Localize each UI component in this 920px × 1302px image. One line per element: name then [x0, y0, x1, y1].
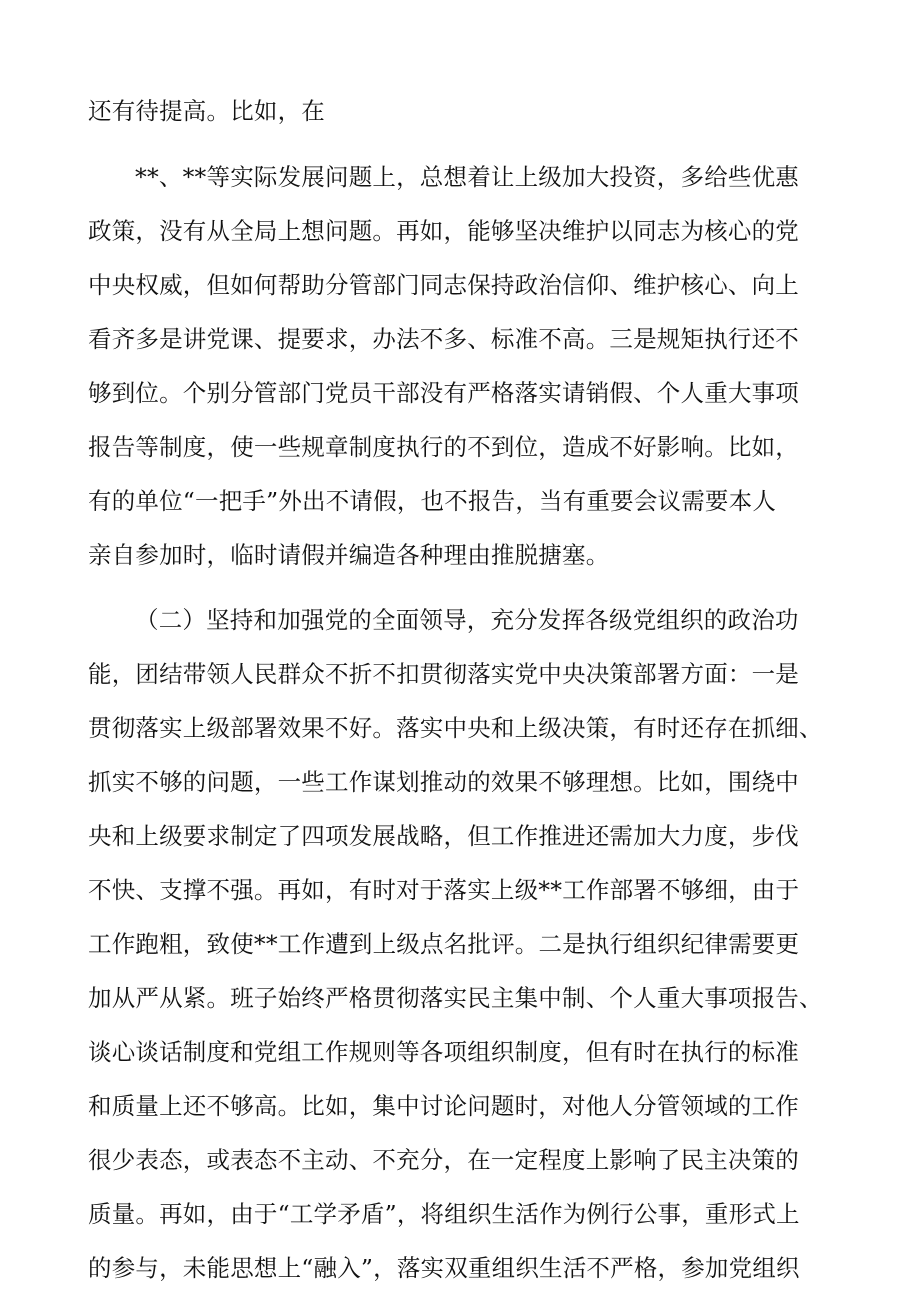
text-line: 的参与，未能思想上“融入”，落实双重组织生活不严格，参加党组织	[88, 1254, 800, 1282]
text-line: 政策，没有从全局上想问题。再如，能够坚决维护以同志为核心的党	[88, 217, 799, 245]
text-line: 中央权威，但如何帮助分管部门同志保持政治信仰、维护核心、向上	[88, 271, 799, 299]
text-line: 和质量上还不够高。比如，集中讨论问题时，对他人分管领域的工作	[88, 1092, 799, 1120]
text-line: （二）坚持和加强党的全面领导，充分发挥各级党组织的政治功	[135, 606, 799, 634]
text-line: **、**等实际发展问题上，总想着让上级加大投资，多给些优惠	[135, 163, 799, 191]
text-line: 工作跑粗，致使**工作遭到上级点名批评。二是执行组织纪律需要更	[88, 930, 800, 958]
text-line: 加从严从紧。班子始终严格贯彻落实民主集中制、个人重大事项报告、	[88, 984, 823, 1012]
text-line: 不快、支撑不强。再如，有时对于落实上级**工作部署不够细，由于	[88, 876, 800, 904]
text-line: 还有待提高。比如，在	[88, 97, 325, 125]
text-line: 能，团结带领人民群众不折不扣贯彻落实党中央决策部署方面：一是	[88, 660, 799, 688]
text-line: 央和上级要求制定了四项发展战略，但工作推进还需加大力度，步伐	[88, 822, 799, 850]
text-line: 贯彻落实上级部署效果不好。落实中央和上级决策，有时还存在抓细、	[88, 714, 823, 742]
text-line: 有的单位“一把手”外出不请假，也不报告，当有重要会议需要本人	[88, 487, 777, 515]
text-line: 很少表态，或表态不主动、不充分，在一定程度上影响了民主决策的	[88, 1146, 799, 1174]
text-line: 谈心谈话制度和党组工作规则等各项组织制度，但有时在执行的标准	[88, 1038, 799, 1066]
text-line: 看齐多是讲党课、提要求，办法不多、标准不高。三是规矩执行还不	[88, 325, 799, 353]
text-line: 报告等制度，使一些规章制度执行的不到位，造成不好影响。比如，	[88, 433, 799, 461]
text-line: 质量。再如，由于“工学矛盾”，将组织生活作为例行公事，重形式上	[88, 1200, 800, 1228]
text-line: 亲自参加时，临时请假并编造各种理由推脱搪塞。	[88, 541, 610, 569]
text-line: 够到位。个别分管部门党员干部没有严格落实请销假、个人重大事项	[88, 379, 799, 407]
text-line: 抓实不够的问题，一些工作谋划推动的效果不够理想。比如，围绕中	[88, 768, 799, 796]
